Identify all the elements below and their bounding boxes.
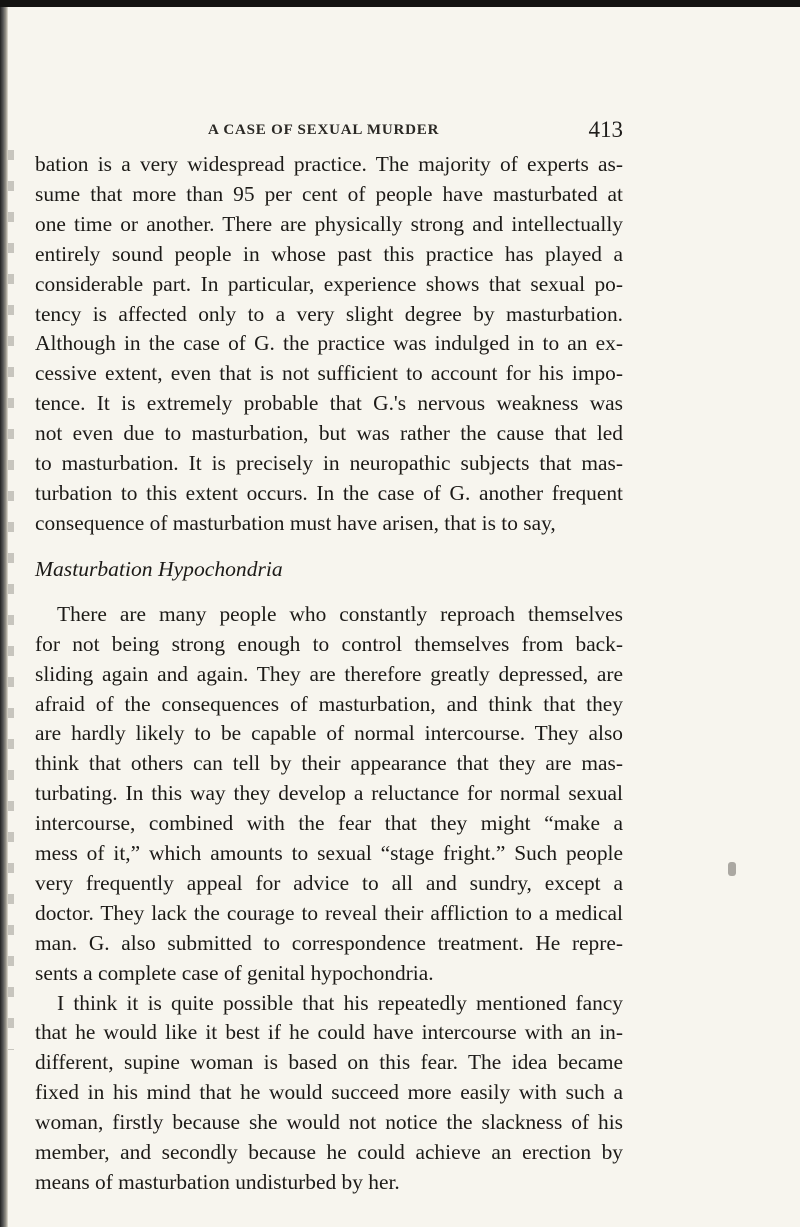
- text-line: cessive extent, even that is not sufficient to account for his impo-: [35, 361, 623, 386]
- text-line: mess of it,” which amounts to sexual “stage fright.” Such people: [35, 841, 623, 866]
- text-line: sume that more than 95 per cent of people have masturbated at: [35, 181, 623, 206]
- text-line: fixed in his mind that he would succeed more easily with such a: [35, 1080, 623, 1105]
- text-line: are hardly likely to be capable of normal intercourse. They also: [35, 721, 623, 746]
- paper-speck-mark: [728, 862, 736, 876]
- section-heading: Masturbation Hypochondria: [35, 556, 283, 581]
- text-line: that he would like it best if he could have intercourse with an in-: [35, 1020, 623, 1045]
- text-line: sents a complete case of genital hypochondria.: [35, 960, 434, 985]
- paragraph-hypochondria: [35, 600, 623, 989]
- text-line: afraid of the consequences of masturbation, and think that they: [35, 691, 623, 716]
- book-binding-edge: [0, 7, 8, 1227]
- text-line: man. G. also submitted to correspondence treatment. He repre-: [35, 930, 623, 955]
- text-line: tence. It is extremely probable that G.'s nervous weakness was: [35, 391, 623, 416]
- paragraph-fancy: [35, 989, 623, 1198]
- text-line: bation is a very widespread practice. The majority of experts as-: [35, 152, 623, 176]
- text-line: sliding again and again. They are therefore greatly depressed, are: [35, 661, 623, 686]
- paragraph-continued: [35, 150, 623, 539]
- text-line: There are many people who constantly reproach themselves: [57, 601, 623, 626]
- text-line: doctor. They lack the courage to reveal their affliction to a medical: [35, 900, 623, 925]
- text-line: to masturbation. It is precisely in neuropathic subjects that mas-: [35, 451, 623, 476]
- text-line: different, supine woman is based on this fear. The idea became: [35, 1050, 623, 1075]
- binding-shadow-marks: [8, 150, 32, 1050]
- running-head-title: A CASE OF SEXUAL MURDER: [208, 122, 440, 138]
- text-line: member, and secondly because he could achieve an erection by: [35, 1140, 623, 1165]
- running-head: [35, 117, 623, 150]
- text-line: tency is affected only to a very slight degree by masturbation.: [35, 301, 623, 326]
- text-line: consequence of masturbation must have arisen, that is to say,: [35, 510, 556, 535]
- text-line: means of masturbation undisturbed by her.: [35, 1170, 400, 1194]
- text-line: turbating. In this way they develop a reluctance for normal sexual: [35, 781, 623, 806]
- text-line: very frequently appeal for advice to all and sundry, except a: [35, 870, 623, 895]
- text-line: think that others can tell by their appearance that they are mas-: [35, 751, 623, 776]
- text-line: considerable part. In particular, experience shows that sexual po-: [35, 271, 623, 296]
- page-number: 413: [588, 117, 623, 142]
- text-line: entirely sound people in whose past this practice has played a: [35, 241, 623, 266]
- book-page: [35, 117, 623, 1198]
- text-line: not even due to masturbation, but was rather the cause that led: [35, 421, 623, 446]
- top-border-rule: [0, 0, 800, 7]
- text-line: intercourse, combined with the fear that they might “make a: [35, 811, 623, 836]
- text-line: I think it is quite possible that his repeatedly mentioned fancy: [57, 990, 623, 1015]
- text-line: Although in the case of G. the practice was indulged in to an ex-: [35, 331, 623, 356]
- text-line: woman, firstly because she would not notice the slackness of his: [35, 1110, 623, 1135]
- text-line: one time or another. There are physically strong and intellectually: [35, 211, 623, 236]
- text-line: for not being strong enough to control themselves from back-: [35, 631, 623, 656]
- text-line: turbation to this extent occurs. In the case of G. another frequent: [35, 480, 623, 505]
